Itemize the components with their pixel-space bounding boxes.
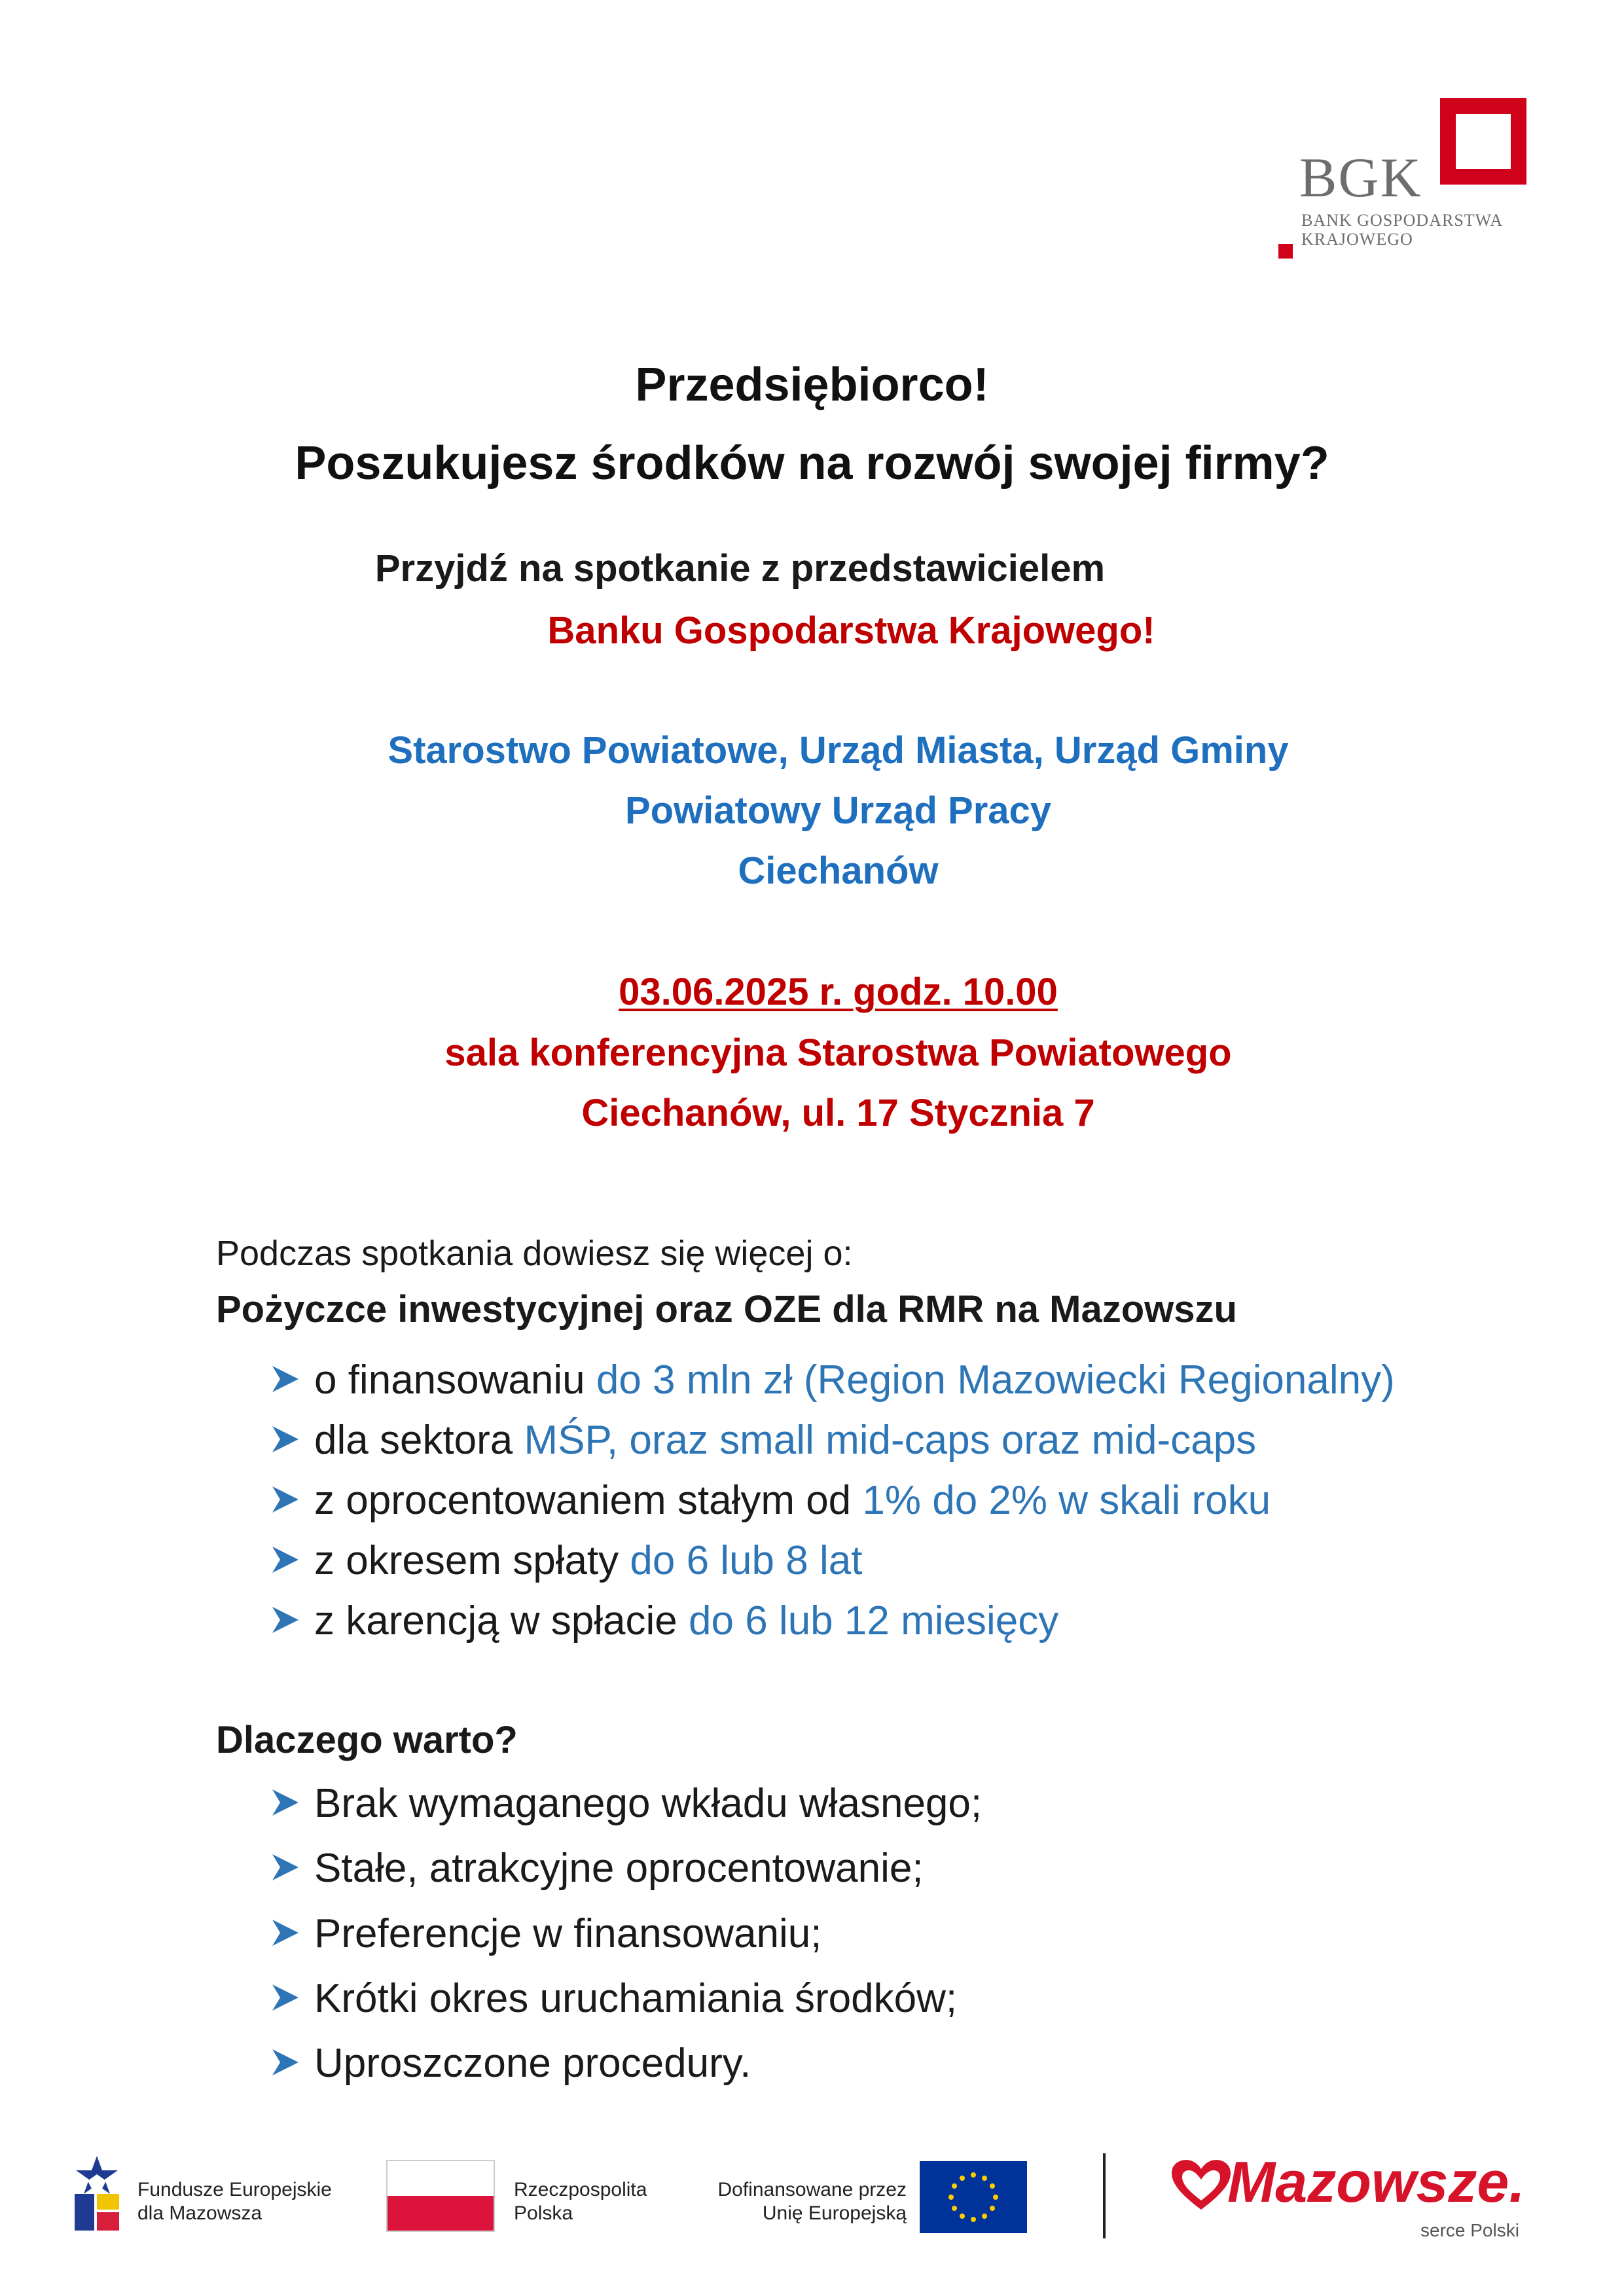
arrow-bullet-icon	[268, 1981, 302, 2015]
details-item-highlight: 1% do 2% w skali roku	[862, 1478, 1271, 1523]
bgk-logo-letters: BGK	[1299, 146, 1422, 209]
mazowsze-subtitle: serce Polski	[1420, 2220, 1519, 2240]
headline-line2: Poszukujesz środków na rozwój swojej firmy?	[295, 437, 1329, 490]
benefit-item	[268, 1848, 924, 1889]
details-item-highlight: do 6 lub 12 miesięcy	[689, 1598, 1059, 1643]
benefit-item-text: Krótki okres uruchamiania środków;	[314, 1976, 958, 2021]
arrow-bullet-icon	[268, 1785, 302, 1820]
event-address: Ciechanów, ul. 17 Stycznia 7	[581, 1092, 1095, 1134]
eu-line1: Dofinansowane przez	[717, 2179, 907, 2200]
bgk-logo-small-square	[1278, 244, 1293, 259]
benefit-item-text: Stałe, atrakcyjne oprocentowanie;	[314, 1846, 924, 1891]
arrow-bullet-icon	[268, 1482, 302, 1516]
footer-separator	[1103, 2153, 1106, 2238]
details-item-prefix: o finansowaniu	[314, 1357, 596, 1403]
mazowsze-logo-text: Mazowsze.	[1227, 2149, 1525, 2214]
benefit-item-text: Preferencje w finansowaniu;	[314, 1911, 822, 1956]
fundusze-europejskie-logo-icon	[71, 2155, 123, 2233]
details-item	[268, 1598, 1059, 1643]
arrow-bullet-icon	[268, 1916, 302, 1950]
bgk-logo-name-line1: BANK GOSPODARSTWA	[1301, 211, 1504, 230]
benefit-item	[268, 1781, 983, 1826]
benefit-item	[268, 2043, 751, 2084]
details-item	[268, 1480, 1271, 1521]
bgk-logo-name-line2: KRAJOWEGO	[1301, 230, 1413, 249]
invite-line1: Przyjdź na spotkanie z przedstawicielem	[374, 547, 1106, 590]
venue-line3: Ciechanów	[738, 850, 939, 892]
details-heading: Pożyczce inwestycyjnej oraz OZE dla RMR na Mazowszu	[216, 1288, 1237, 1331]
benefit-item	[268, 1976, 958, 2021]
arrow-bullet-icon	[268, 2045, 302, 2079]
arrow-bullet-icon	[268, 1850, 302, 1884]
venue-line2: Powiatowy Urząd Pracy	[624, 789, 1052, 832]
event-datetime	[26, 973, 1624, 1011]
benefits-heading: Dlaczego warto?	[216, 1719, 518, 1761]
venue-line1: Starostwo Powiatowe, Urząd Miasta, Urząd Gminy	[388, 729, 1289, 772]
details-item-prefix: dla sektora	[314, 1418, 524, 1463]
heart-icon	[1172, 2160, 1231, 2212]
details-item-highlight: do 3 mln zł (Region Mazowiecki Regionalny)	[596, 1357, 1395, 1403]
details-item-prefix: z oprocentowaniem stałym od	[314, 1478, 863, 1523]
eu-line2: Unię Europejską	[762, 2202, 907, 2224]
details-intro: Podczas spotkania dowiesz się więcej o:	[216, 1234, 853, 1273]
details-item-highlight: MŚP, oraz small mid-caps oraz mid-caps	[524, 1418, 1257, 1463]
details-item-prefix: z karencją w spłacie	[314, 1598, 689, 1643]
arrow-bullet-icon	[268, 1362, 302, 1396]
benefit-item-text: Brak wymaganego wkładu własnego;	[314, 1781, 983, 1826]
details-item	[268, 1420, 1256, 1461]
details-item-prefix: z okresem spłaty	[314, 1538, 630, 1583]
arrow-bullet-icon	[268, 1422, 302, 1456]
benefit-item	[268, 1911, 822, 1956]
footer-logos	[65, 2140, 1571, 2258]
invite-line2: Banku Gospodarstwa Krajowego!	[547, 609, 1155, 652]
polish-flag-icon	[386, 2160, 495, 2232]
fe-line1: Fundusze Europejskie	[137, 2179, 332, 2200]
bgk-logo-square	[1440, 98, 1526, 185]
event-datetime-text: 03.06.2025 r. godz. 10.00	[619, 971, 1058, 1013]
rp-line2: Polska	[514, 2202, 573, 2224]
details-item-highlight: do 6 lub 8 lat	[630, 1538, 863, 1583]
fe-line2: dla Mazowsza	[137, 2202, 262, 2224]
event-room: sala konferencyjna Starostwa Powiatowego	[444, 1031, 1232, 1074]
arrow-bullet-icon	[268, 1603, 302, 1637]
benefit-item-text: Uproszczone procedury.	[314, 2041, 751, 2086]
arrow-bullet-icon	[268, 1543, 302, 1577]
eu-flag-icon	[920, 2161, 1027, 2233]
details-item	[268, 1538, 863, 1583]
headline-line1: Przedsiębiorco!	[635, 359, 989, 411]
details-item	[268, 1357, 1395, 1403]
rp-line1: Rzeczpospolita	[514, 2179, 647, 2200]
